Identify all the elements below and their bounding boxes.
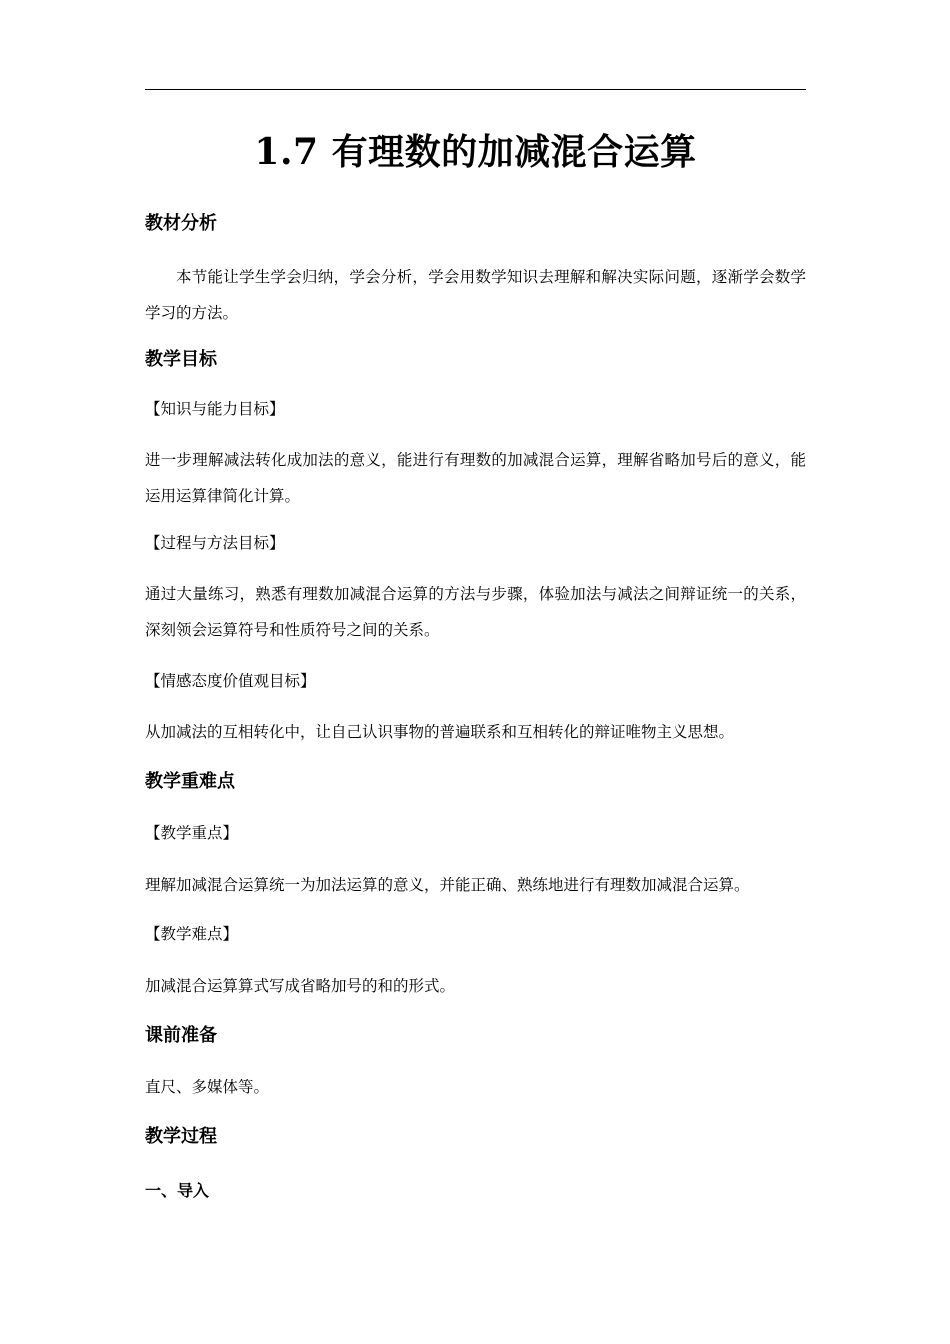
paragraph-teaching-difficulty: 加减混合运算算式写成省略加号的和的形式。 xyxy=(145,977,456,995)
label-teaching-focus: 【教学重点】 xyxy=(145,824,239,842)
page-title: 1.7 有理数的加减混合运算 xyxy=(254,131,697,173)
label-process-goals: 【过程与方法目标】 xyxy=(145,534,285,552)
heading-teaching-goals: 教学目标 xyxy=(145,349,217,370)
heading-preparation: 课前准备 xyxy=(145,1025,217,1046)
paragraph-emotion-goals: 从加减法的互相转化中，让自己认识事物的普遍联系和互相转化的辩证唯物主义思想。 xyxy=(145,723,735,741)
heading-teaching-process: 教学过程 xyxy=(145,1126,217,1147)
heading-step-intro: 一、导入 xyxy=(145,1181,210,1200)
paragraph-preparation: 直尺、多媒体等。 xyxy=(145,1078,270,1096)
paragraph-knowledge-goals: 进一步理解减法转化成加法的意义，能进行有理数的加减混合运算，理解省略加号后的意义，能运用运算律简化计算。 xyxy=(145,451,806,505)
label-teaching-difficulty: 【教学难点】 xyxy=(145,925,239,943)
paragraph-process-goals: 通过大量练习，熟悉有理数加减混合运算的方法与步骤，体验加法与减法之间辩证统一的关系，深刻领会运算符号和性质符号之间的关系。 xyxy=(145,585,806,639)
paragraph-material-analysis: 本节能让学生学会归纳，学会分析，学会用数学知识去理解和解决实际问题，逐渐学会数学学习的方法。 xyxy=(145,268,806,322)
header-rule xyxy=(145,89,806,90)
paragraph-teaching-focus: 理解加减混合运算统一为加法运算的意义，并能正确、熟练地进行有理数加减混合运算。 xyxy=(145,876,750,894)
label-emotion-goals: 【情感态度价值观目标】 xyxy=(145,672,316,690)
heading-material-analysis: 教材分析 xyxy=(145,213,217,234)
label-knowledge-goals: 【知识与能力目标】 xyxy=(145,400,285,418)
heading-key-points: 教学重难点 xyxy=(145,771,235,792)
